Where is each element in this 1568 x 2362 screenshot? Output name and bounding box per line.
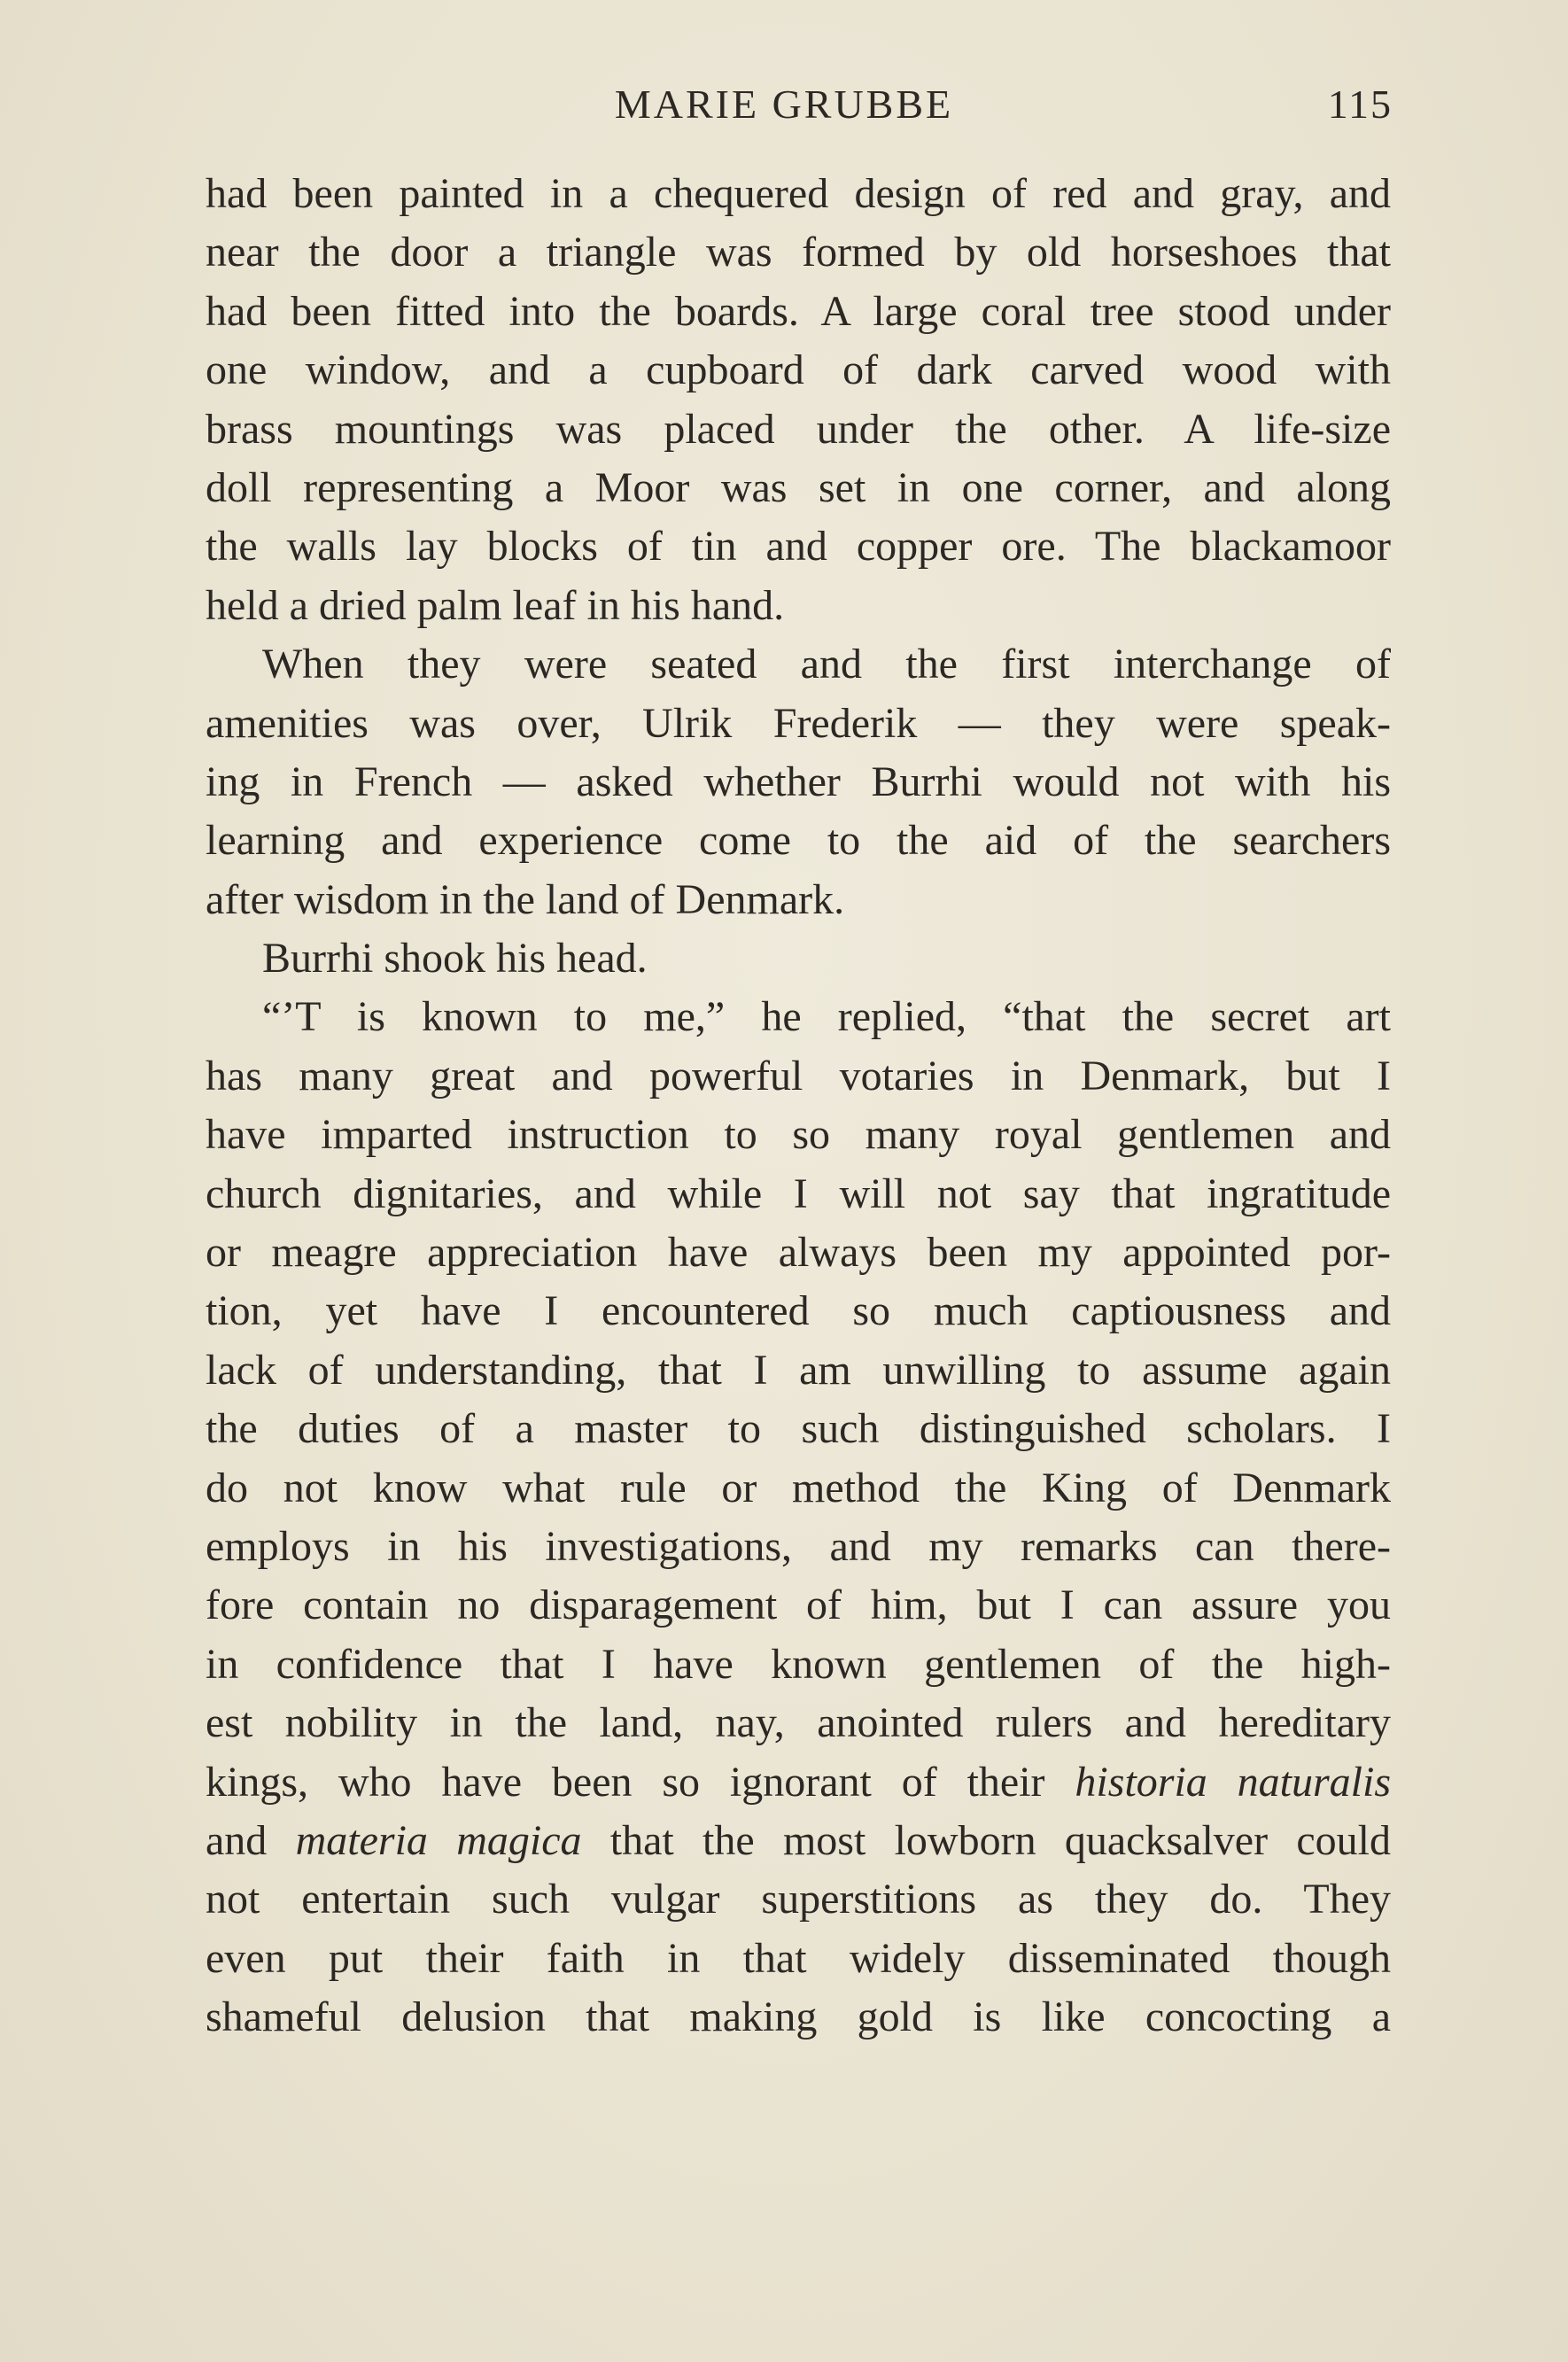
running-head: [0, 78, 1568, 131]
text-line: learning and experience come to the aid of the searchers: [206, 817, 1391, 865]
italic-phrase: materia magica: [295, 1816, 582, 1864]
text-line: Burrhi shook his head.: [262, 935, 648, 983]
text-line: employs in his investigations, and my remarks can there-: [206, 1522, 1391, 1570]
text-line: the walls lay blocks of tin and copper ore. The blackamoor: [206, 523, 1391, 571]
text-line: have imparted instruction to so many royal gentlemen and: [206, 1111, 1391, 1159]
text-run: kings, who have been so ignorant of their: [206, 1758, 1045, 1806]
running-title: MARIE GRUBBE: [614, 82, 954, 127]
text-line: one window, and a cupboard of dark carved wood with: [206, 346, 1391, 394]
text-line: or meagre appreciation have always been my appointed por-: [206, 1229, 1391, 1277]
text-line: near the door a triangle was formed by old horseshoes that: [206, 229, 1391, 276]
text-line: even put their faith in that widely disseminated though: [206, 1934, 1391, 1982]
text-line: est nobility in the land, nay, anointed rulers and hereditary: [206, 1699, 1391, 1747]
text-line: had been fitted into the boards. A large coral tree stood under: [206, 287, 1391, 335]
italic-phrase: historia naturalis: [1075, 1758, 1392, 1806]
text-line: held a dried palm leaf in his hand.: [206, 581, 785, 629]
text-line: “’T is known to me,” he replied, “that the secret art: [262, 993, 1391, 1041]
text-line: has many great and powerful votaries in Denmark, but I: [206, 1052, 1391, 1099]
text-line: had been painted in a chequered design of red and gray, and: [206, 170, 1391, 217]
text-line: tion, yet have I encountered so much captiousness and: [206, 1287, 1391, 1335]
text-line: do not know what rule or method the King of Denmark: [206, 1464, 1391, 1511]
text-line: shameful delusion that making gold is like concocting a: [206, 1993, 1391, 2041]
body-text: [206, 165, 1391, 2047]
text-line: brass mountings was placed under the other. A life-size: [206, 405, 1391, 453]
text-line: doll representing a Moor was set in one corner, and along: [206, 463, 1391, 511]
text-line: fore contain no disparagement of him, but I can assure you: [206, 1581, 1391, 1629]
text-line: the duties of a master to such distinguished scholars. I: [206, 1405, 1391, 1453]
text-line: ing in French — asked whether Burrhi would not with his: [206, 758, 1391, 805]
text-line: amenities was over, Ulrik Frederik — they were speak-: [206, 699, 1391, 747]
text-run: and: [206, 1816, 268, 1864]
text-line: in confidence that I have known gentlemen of the high-: [206, 1640, 1391, 1688]
page-number: 115: [1327, 82, 1393, 127]
text-line: church dignitaries, and while I will not say that ingratitude: [206, 1169, 1391, 1217]
text-line: not entertain such vulgar superstitions as they do. They: [206, 1876, 1391, 1923]
text-run: that the most lowborn quacksalver could: [609, 1816, 1391, 1864]
text-line: lack of understanding, that I am unwilling to assume again: [206, 1346, 1391, 1394]
text-line: after wisdom in the land of Denmark.: [206, 875, 845, 923]
text-line: [206, 1812, 1391, 1870]
text-line: [206, 1753, 1391, 1812]
text-line: When they were seated and the first interchange of: [262, 641, 1391, 688]
